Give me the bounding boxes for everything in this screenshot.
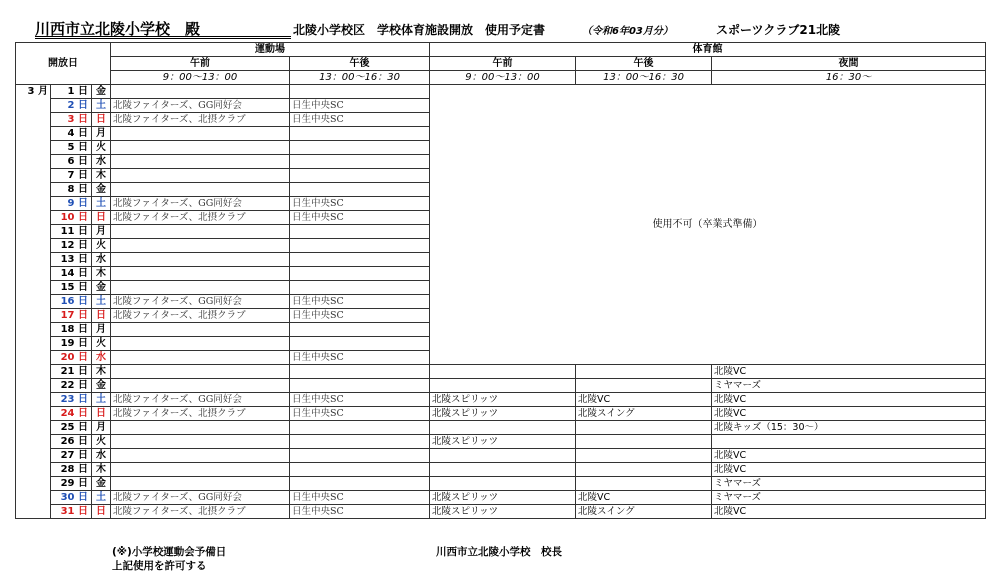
day-of-week: 月	[92, 127, 111, 141]
day-number: 22 日	[51, 379, 92, 393]
day-number: 28 日	[51, 463, 92, 477]
day-number: 25 日	[51, 421, 92, 435]
time-field-pm: 13：00～16：30	[290, 71, 430, 85]
month-cell-empty	[16, 491, 51, 505]
day-number: 1 日	[51, 85, 92, 99]
day-of-week: 月	[92, 323, 111, 337]
field-am-cell	[111, 435, 290, 449]
day-of-week: 水	[92, 449, 111, 463]
day-number: 10 日	[51, 211, 92, 225]
day-of-week: 土	[92, 393, 111, 407]
day-of-week: 火	[92, 435, 111, 449]
gym-am-cell: 北陵スピリッツ	[430, 393, 576, 407]
table-row	[16, 435, 986, 449]
field-pm-cell	[290, 421, 430, 435]
field-pm-cell: 日生中央SC	[290, 309, 430, 323]
month-cell-empty	[16, 155, 51, 169]
time-gym-pm: 13：00～16：30	[576, 71, 712, 85]
day-number: 27 日	[51, 449, 92, 463]
header-gym-pm: 午後	[576, 57, 712, 71]
month-cell-empty	[16, 477, 51, 491]
table-row	[16, 491, 986, 505]
day-of-week: 日	[92, 211, 111, 225]
month-cell-empty	[16, 281, 51, 295]
day-number: 20 日	[51, 351, 92, 365]
field-pm-cell	[290, 323, 430, 337]
gym-night-cell: 北陵VC	[712, 393, 986, 407]
field-pm-cell	[290, 477, 430, 491]
day-number: 13 日	[51, 253, 92, 267]
header-open-day: 開放日	[16, 43, 111, 85]
day-number: 21 日	[51, 365, 92, 379]
gym-night-cell: ミヤマーズ	[712, 379, 986, 393]
field-am-cell	[111, 281, 290, 295]
month-cell-empty	[16, 393, 51, 407]
month-cell-empty	[16, 505, 51, 519]
gym-am-cell	[430, 379, 576, 393]
month-cell-empty	[16, 435, 51, 449]
field-pm-cell	[290, 239, 430, 253]
month-cell-empty	[16, 197, 51, 211]
footer-signature: 川西市立北陵小学校 校長	[436, 546, 562, 558]
field-pm-cell	[290, 281, 430, 295]
table-row	[16, 365, 986, 379]
day-number: 30 日	[51, 491, 92, 505]
day-number: 24 日	[51, 407, 92, 421]
month-cell-empty	[16, 253, 51, 267]
month-cell-empty	[16, 225, 51, 239]
month-cell-empty	[16, 267, 51, 281]
field-pm-cell	[290, 183, 430, 197]
footer-note-permission: 上記使用を許可する	[112, 560, 207, 572]
field-am-cell	[111, 323, 290, 337]
month-cell-empty	[16, 127, 51, 141]
day-number: 2 日	[51, 99, 92, 113]
gym-am-cell	[430, 449, 576, 463]
field-am-cell: 北陵ファイターズ、GG同好会	[111, 295, 290, 309]
field-am-cell	[111, 85, 290, 99]
gym-pm-cell	[576, 365, 712, 379]
field-pm-cell	[290, 127, 430, 141]
field-pm-cell	[290, 169, 430, 183]
gym-night-cell: 北陵キッズ（15：30～）	[712, 421, 986, 435]
month-cell-empty	[16, 351, 51, 365]
month-cell-empty	[16, 463, 51, 477]
day-of-week: 日	[92, 309, 111, 323]
field-am-cell	[111, 463, 290, 477]
table-row	[16, 449, 986, 463]
club-name: スポーツクラブ21北陵	[716, 23, 841, 37]
month-cell-empty	[16, 183, 51, 197]
day-number: 15 日	[51, 281, 92, 295]
field-pm-cell: 日生中央SC	[290, 99, 430, 113]
field-am-cell: 北陵ファイターズ、北摂クラブ	[111, 309, 290, 323]
field-am-cell	[111, 225, 290, 239]
gym-am-cell	[430, 421, 576, 435]
day-number: 17 日	[51, 309, 92, 323]
header-field-pm: 午後	[290, 57, 430, 71]
day-of-week: 金	[92, 379, 111, 393]
field-pm-cell: 日生中央SC	[290, 351, 430, 365]
field-am-cell	[111, 127, 290, 141]
field-am-cell	[111, 379, 290, 393]
field-am-cell: 北陵ファイターズ、GG同好会	[111, 197, 290, 211]
gym-am-cell	[430, 365, 576, 379]
table-row	[16, 505, 986, 519]
gym-pm-cell	[576, 449, 712, 463]
table-row	[16, 421, 986, 435]
field-am-cell	[111, 253, 290, 267]
gym-night-cell: ミヤマーズ	[712, 491, 986, 505]
day-number: 16 日	[51, 295, 92, 309]
day-of-week: 木	[92, 169, 111, 183]
field-am-cell: 北陵ファイターズ、北摂クラブ	[111, 505, 290, 519]
footer-note-reserve-day: (※)小学校運動会予備日	[112, 546, 227, 558]
day-number: 29 日	[51, 477, 92, 491]
day-of-week: 日	[92, 505, 111, 519]
month-cell-empty	[16, 337, 51, 351]
field-pm-cell: 日生中央SC	[290, 505, 430, 519]
field-pm-cell	[290, 267, 430, 281]
gym-am-cell: 北陵スピリッツ	[430, 505, 576, 519]
gym-pm-cell: 北陵VC	[576, 491, 712, 505]
month-cell-empty	[16, 113, 51, 127]
day-of-week: 火	[92, 141, 111, 155]
month-cell-empty	[16, 421, 51, 435]
day-of-week: 金	[92, 183, 111, 197]
gym-night-cell: 北陵VC	[712, 407, 986, 421]
day-number: 9 日	[51, 197, 92, 211]
day-number: 7 日	[51, 169, 92, 183]
day-number: 31 日	[51, 505, 92, 519]
time-gym-am: 9：00～13：00	[430, 71, 576, 85]
header-gym: 体育館	[430, 43, 986, 57]
gym-night-cell: 北陵VC	[712, 365, 986, 379]
day-number: 23 日	[51, 393, 92, 407]
gym-pm-cell	[576, 477, 712, 491]
gym-am-cell	[430, 463, 576, 477]
gym-pm-cell: 北陵VC	[576, 393, 712, 407]
day-of-week: 月	[92, 421, 111, 435]
field-pm-cell	[290, 85, 430, 99]
field-am-cell: 北陵ファイターズ、北摂クラブ	[111, 407, 290, 421]
day-of-week: 火	[92, 337, 111, 351]
gym-unavailable-block: 使用不可（卒業式準備）	[430, 85, 986, 365]
day-of-week: 木	[92, 365, 111, 379]
gym-night-cell: ミヤマーズ	[712, 477, 986, 491]
day-of-week: 金	[92, 85, 111, 99]
document-title: 北陵小学校区 学校体育施設開放 使用予定書	[293, 23, 546, 37]
period-label: （令和6年03月分）	[582, 26, 673, 37]
header-gym-night: 夜間	[712, 57, 986, 71]
month-cell-empty	[16, 239, 51, 253]
table-row	[16, 85, 986, 99]
field-am-cell: 北陵ファイターズ、北摂クラブ	[111, 113, 290, 127]
field-am-cell	[111, 421, 290, 435]
gym-pm-cell: 北陵スイング	[576, 407, 712, 421]
table-row	[16, 407, 986, 421]
field-pm-cell: 日生中央SC	[290, 113, 430, 127]
field-am-cell	[111, 449, 290, 463]
day-of-week: 土	[92, 99, 111, 113]
day-number: 18 日	[51, 323, 92, 337]
month-cell: 3 月	[16, 85, 51, 99]
field-pm-cell	[290, 435, 430, 449]
time-gym-night: 16：30～	[712, 71, 986, 85]
time-field-am: 9：00～13：00	[111, 71, 290, 85]
table-row	[16, 393, 986, 407]
field-am-cell	[111, 477, 290, 491]
gym-night-cell: 北陵VC	[712, 505, 986, 519]
field-am-cell	[111, 155, 290, 169]
day-of-week: 金	[92, 281, 111, 295]
field-am-cell: 北陵ファイターズ、GG同好会	[111, 393, 290, 407]
month-cell-empty	[16, 169, 51, 183]
day-number: 4 日	[51, 127, 92, 141]
table-row	[16, 379, 986, 393]
field-pm-cell	[290, 225, 430, 239]
day-number: 26 日	[51, 435, 92, 449]
table-row	[16, 477, 986, 491]
field-am-cell	[111, 351, 290, 365]
gym-am-cell	[430, 477, 576, 491]
field-pm-cell: 日生中央SC	[290, 407, 430, 421]
field-am-cell: 北陵ファイターズ、GG同好会	[111, 491, 290, 505]
month-cell-empty	[16, 449, 51, 463]
field-am-cell	[111, 267, 290, 281]
day-of-week: 金	[92, 477, 111, 491]
day-of-week: 土	[92, 197, 111, 211]
gym-night-cell	[712, 435, 986, 449]
gym-night-cell: 北陵VC	[712, 463, 986, 477]
header-field-am: 午前	[111, 57, 290, 71]
month-cell-empty	[16, 365, 51, 379]
month-cell-empty	[16, 379, 51, 393]
day-number: 6 日	[51, 155, 92, 169]
addressee: 川西市立北陵小学校 殿	[35, 20, 201, 38]
day-number: 19 日	[51, 337, 92, 351]
month-cell-empty	[16, 211, 51, 225]
month-cell-empty	[16, 99, 51, 113]
month-cell-empty	[16, 141, 51, 155]
field-pm-cell: 日生中央SC	[290, 491, 430, 505]
day-of-week: 土	[92, 491, 111, 505]
field-am-cell	[111, 239, 290, 253]
day-number: 11 日	[51, 225, 92, 239]
day-of-week: 月	[92, 225, 111, 239]
month-cell-empty	[16, 323, 51, 337]
gym-am-cell: 北陵スピリッツ	[430, 491, 576, 505]
gym-pm-cell	[576, 463, 712, 477]
field-pm-cell: 日生中央SC	[290, 393, 430, 407]
addressee-underline	[35, 36, 291, 39]
field-am-cell: 北陵ファイターズ、北摂クラブ	[111, 211, 290, 225]
field-am-cell	[111, 141, 290, 155]
day-of-week: 日	[92, 113, 111, 127]
schedule-table	[15, 42, 986, 519]
field-am-cell: 北陵ファイターズ、GG同好会	[111, 99, 290, 113]
field-am-cell	[111, 337, 290, 351]
field-am-cell	[111, 183, 290, 197]
field-pm-cell: 日生中央SC	[290, 295, 430, 309]
field-pm-cell: 日生中央SC	[290, 197, 430, 211]
month-cell-empty	[16, 407, 51, 421]
gym-pm-cell	[576, 421, 712, 435]
header-field: 運動場	[111, 43, 430, 57]
day-of-week: 木	[92, 463, 111, 477]
day-number: 8 日	[51, 183, 92, 197]
day-of-week: 土	[92, 295, 111, 309]
field-pm-cell	[290, 379, 430, 393]
gym-am-cell: 北陵スピリッツ	[430, 407, 576, 421]
field-pm-cell	[290, 253, 430, 267]
day-number: 14 日	[51, 267, 92, 281]
day-number: 12 日	[51, 239, 92, 253]
field-pm-cell: 日生中央SC	[290, 211, 430, 225]
field-pm-cell	[290, 449, 430, 463]
day-of-week: 水	[92, 351, 111, 365]
field-pm-cell	[290, 141, 430, 155]
gym-night-cell: 北陵VC	[712, 449, 986, 463]
gym-pm-cell	[576, 379, 712, 393]
field-pm-cell	[290, 155, 430, 169]
field-pm-cell	[290, 463, 430, 477]
gym-am-cell: 北陵スピリッツ	[430, 435, 576, 449]
day-of-week: 水	[92, 155, 111, 169]
day-number: 3 日	[51, 113, 92, 127]
table-row	[16, 463, 986, 477]
field-pm-cell	[290, 365, 430, 379]
day-of-week: 木	[92, 267, 111, 281]
day-of-week: 火	[92, 239, 111, 253]
day-of-week: 日	[92, 407, 111, 421]
gym-pm-cell	[576, 435, 712, 449]
gym-pm-cell: 北陵スイング	[576, 505, 712, 519]
month-cell-empty	[16, 309, 51, 323]
field-am-cell	[111, 365, 290, 379]
field-am-cell	[111, 169, 290, 183]
header-gym-am: 午前	[430, 57, 576, 71]
month-cell-empty	[16, 295, 51, 309]
day-of-week: 水	[92, 253, 111, 267]
day-number: 5 日	[51, 141, 92, 155]
field-pm-cell	[290, 337, 430, 351]
